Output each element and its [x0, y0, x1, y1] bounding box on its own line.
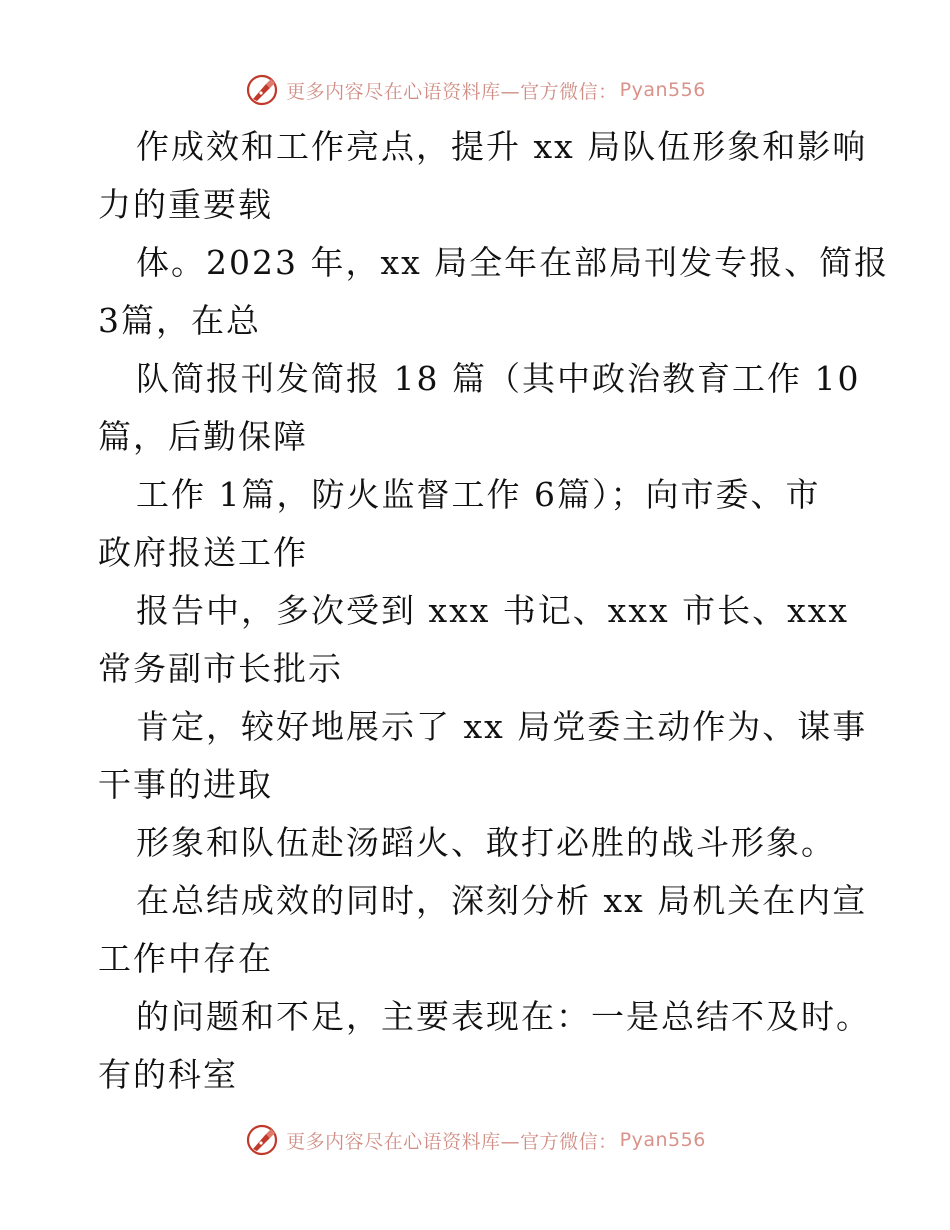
watermark-wechat-id: Pyan556: [619, 1129, 706, 1151]
text-line: 篇，后勤保障: [98, 417, 308, 456]
watermark-text: 更多内容尽在心语资料库—官方微信：: [286, 80, 618, 103]
text-line: 形象和队伍赴汤蹈火、敢打必胜的战斗形象。: [136, 823, 836, 862]
document-body: [98, 118, 890, 1104]
text-line: 作成效和工作亮点，提升 xx 局队伍形象和影响: [136, 127, 868, 166]
pen-nib-circle-icon: [244, 72, 280, 108]
pen-nib-circle-icon: [244, 1122, 280, 1158]
footer-watermark: [0, 1120, 950, 1160]
text-line: 干事的进取: [98, 765, 273, 804]
text-line: 力的重要载: [98, 185, 273, 224]
text-line: 常务副市长批示: [98, 649, 343, 688]
text-line: 在总结成效的同时，深刻分析 xx 局机关在内宣: [136, 881, 868, 920]
text-line: 的问题和不足，主要表现在：一是总结不及时。: [136, 997, 871, 1036]
text-line: 报告中，多次受到 xxx 书记、xxx 市长、xxx: [136, 591, 849, 630]
text-line: 有的科室: [98, 1055, 238, 1094]
text-line: 队简报刊发简报 18 篇（其中政治教育工作 10: [136, 359, 861, 398]
watermark-wechat-id: Pyan556: [619, 79, 706, 101]
watermark-text: 更多内容尽在心语资料库—官方微信：: [286, 1130, 618, 1153]
text-line: 政府报送工作: [98, 533, 308, 572]
text-line: 工作 1篇，防火监督工作 6篇）；向市委、市: [136, 475, 821, 514]
text-line: 肯定，较好地展示了 xx 局党委主动作为、谋事: [136, 707, 868, 746]
document-paragraph: [98, 118, 890, 1104]
header-watermark: [0, 70, 950, 110]
text-line: 工作中存在: [98, 939, 273, 978]
text-line: 3篇，在总: [98, 301, 261, 340]
text-line: 体。2023 年，xx 局全年在部局刊发专报、简报: [136, 243, 890, 282]
